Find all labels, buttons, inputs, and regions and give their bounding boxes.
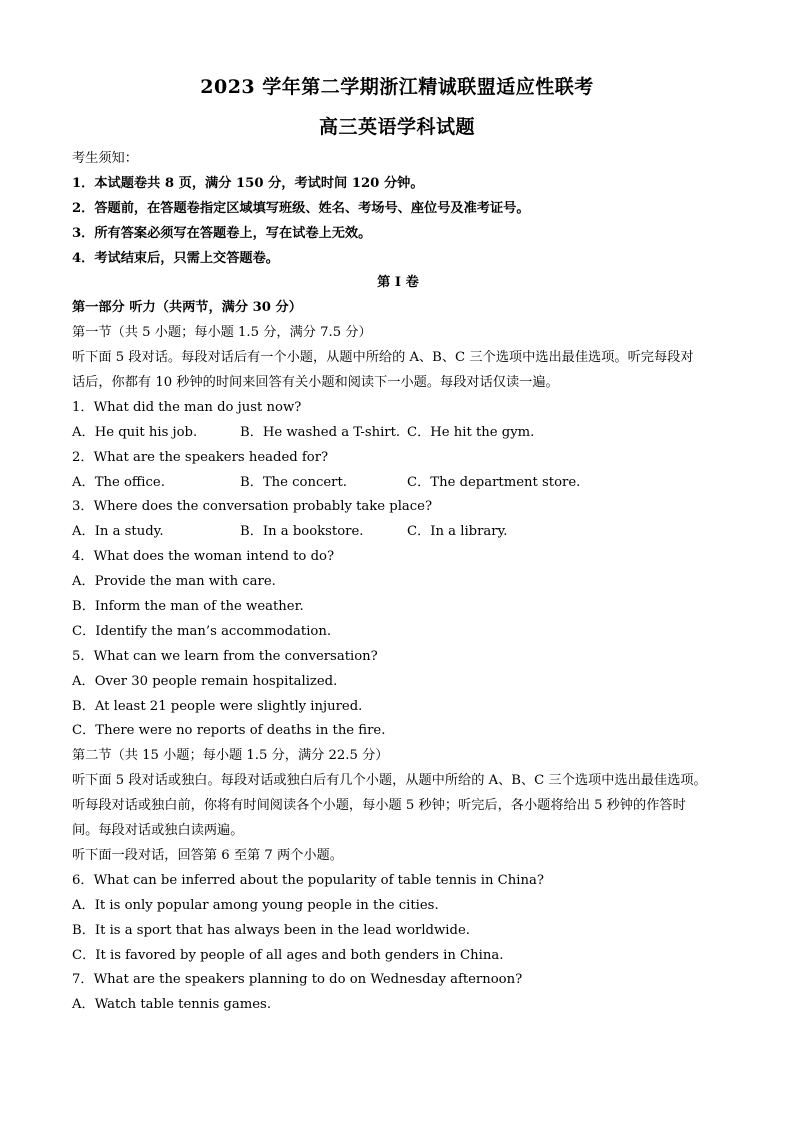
question-3-stem: 3．Where does the conversation probably take place?	[72, 499, 433, 515]
option-a: A．In a study.	[72, 524, 164, 540]
option-c: C．There were no reports of deaths in the fire.	[72, 723, 386, 739]
option-a: A．The office.	[72, 474, 165, 490]
option-c: C．The department store.	[407, 474, 581, 490]
section2-heading: 第二节（共 15 小题；每小题 1.5 分，满分 22.5 分）	[72, 748, 389, 764]
part1-heading: 第一部分 听力（共两节，满分 30 分）	[72, 300, 302, 316]
exam-title: 2023 学年第二学期浙江精诚联盟适应性联考	[200, 76, 594, 98]
question-7-stem: 7．What are the speakers planning to do on Wednesday afternoon?	[72, 972, 523, 988]
notice-item: 1．本试题卷共 8 页，满分 150 分，考试时间 120 分钟。	[72, 175, 424, 191]
section1-instruction: 话后，你都有 10 秒钟的时间来回答有关小题和阅读下一小题。每段对话仅读一遍。	[72, 375, 559, 391]
question-1-options	[72, 421, 724, 446]
option-c: C．He hit the gym.	[407, 424, 535, 440]
option-b: B．In a bookstore.	[240, 524, 364, 540]
option-a: A．It is only popular among young people in the cities.	[72, 897, 439, 913]
option-c: C．In a library.	[407, 524, 508, 540]
option-c: C．It is favored by people of all ages and both genders in China.	[72, 947, 504, 963]
section2-instruction: 听每段对话或独白前，你将有时间阅读各个小题，每小题 5 秒钟；听完后，各小题将给出 5 秒钟的作答时	[72, 798, 686, 814]
option-b: B．The concert.	[240, 474, 347, 490]
dialogue-intro: 听下面一段对话，回答第 6 至第 7 两个小题。	[72, 847, 343, 863]
notice-heading: 考生须知：	[72, 151, 138, 166]
option-b: B．He washed a T-shirt.	[240, 424, 401, 440]
option-b: B．It is a sport that has always been in the lead worldwide.	[72, 922, 470, 938]
option-c: C．Identify the man’s accommodation.	[72, 623, 332, 639]
notice-item: 3．所有答案必须写在答题卷上，写在试卷上无效。	[72, 225, 372, 241]
question-2-options	[72, 471, 724, 496]
section1-heading: 第一节（共 5 小题；每小题 1.5 分，满分 7.5 分）	[72, 325, 372, 341]
question-2-stem: 2．What are the speakers headed for?	[72, 449, 329, 465]
notice-item: 2．答题前，在答题卷指定区域填写班级、姓名、考场号、座位号及准考证号。	[72, 200, 530, 216]
question-3-options	[72, 520, 724, 545]
question-1-stem: 1．What did the man do just now?	[72, 399, 302, 415]
option-a: A．Watch table tennis games.	[72, 997, 272, 1013]
question-5-stem: 5．What can we learn from the conversation?	[72, 648, 378, 664]
volume-label: 第 I 卷	[377, 275, 419, 291]
option-a: A．Provide the man with care.	[72, 574, 276, 590]
question-6-stem: 6．What can be inferred about the popularity of table tennis in China?	[72, 872, 544, 888]
option-b: B．Inform the man of the weather.	[72, 599, 304, 615]
option-a: A．Over 30 people remain hospitalized.	[72, 673, 338, 689]
section1-instruction: 听下面 5 段对话。每段对话后有一个小题，从题中所给的 A、B、C 三个选项中选出最佳选项。听完每段对	[72, 350, 694, 366]
exam-subtitle: 高三英语学科试题	[318, 116, 475, 138]
option-a: A．He quit his job.	[72, 424, 198, 440]
section2-instruction: 间。每段对话或独白读两遍。	[72, 823, 244, 839]
exam-content	[72, 147, 724, 1018]
section2-instruction: 听下面 5 段对话或独白。每段对话或独白后有几个小题，从题中所给的 A、B、C 三个选项中选出最佳选项。	[72, 773, 707, 789]
question-4-stem: 4．What does the woman intend to do?	[72, 549, 335, 565]
notice-item: 4．考试结束后，只需上交答题卷。	[72, 250, 279, 266]
option-b: B．At least 21 people were slightly injured.	[72, 698, 363, 714]
